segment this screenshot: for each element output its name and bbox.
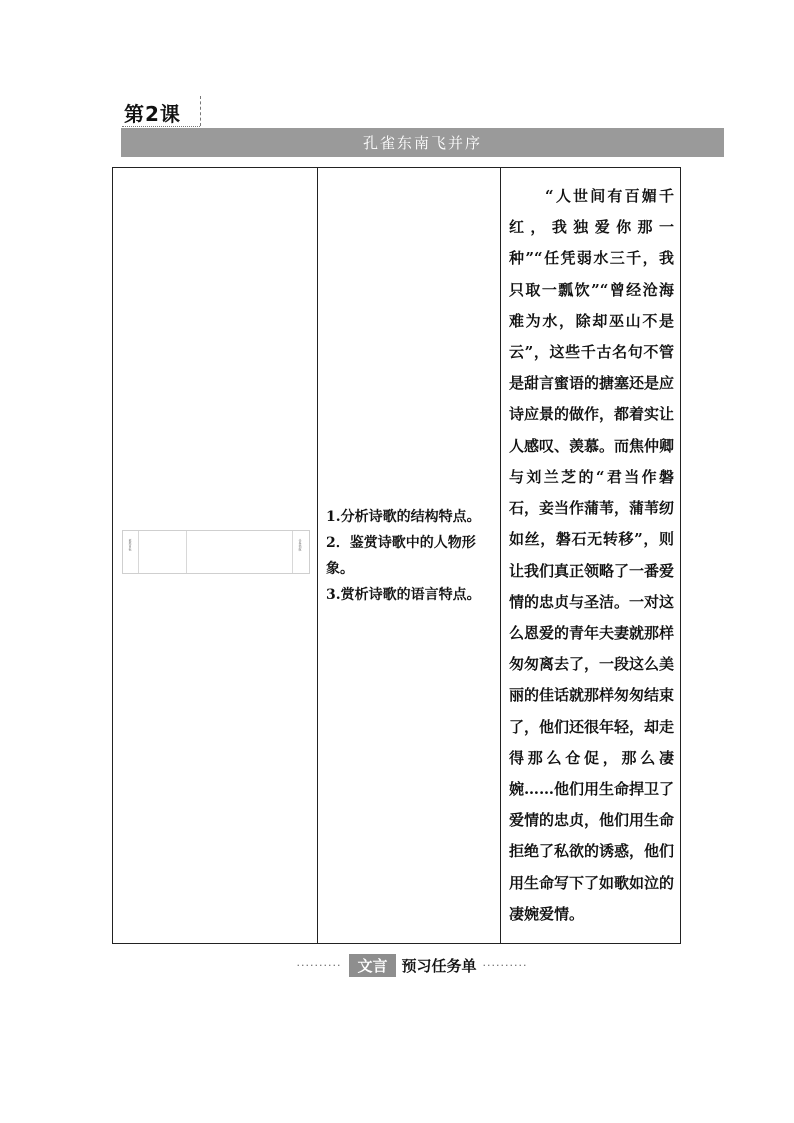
lesson-table xyxy=(112,167,681,944)
embedded-mini-table xyxy=(122,530,310,574)
mini-cell-label xyxy=(123,531,139,573)
goals-list xyxy=(326,504,494,608)
intro-paragraph: “人世间有百媚千红，我独爱你那一种”“任凭弱水三千，我只取一瓢饮”“曾经沧海难为水，除却巫山不是云”，这些千古名句不管是甜言蜜语的搪塞还是应诗应景的做作，都着实让人感叹、羡慕。而焦仲卿与刘兰芝的“君当作磐石，妾当作蒲苇，蒲苇纫如丝，磐石无转移”，则让我们真正领略了一番爱情的忠贞与圣洁。一对这么恩爱的青年夫妻就那样匆匆离去了，一段这么美丽的佳话就那样匆匆结束了，他们还很年轻，却走得那么仓促，那么凄婉……他们用生命捍卫了爱情的忠贞，他们用生命拒绝了私欲的诱惑，他们用生命写下了如歌如泣的凄婉爱情。 xyxy=(509,187,675,923)
left-cell xyxy=(113,168,318,943)
goal-item: 2．鉴赏诗歌中的人物形象。 xyxy=(326,534,476,577)
section-footer xyxy=(262,954,562,976)
mini-label-tasks: 任务领航 xyxy=(298,539,302,551)
title-divider xyxy=(200,96,201,126)
lesson-title: 第2课 xyxy=(124,102,181,126)
footer-title: 预习任务单 xyxy=(401,956,477,975)
goal-item: 3.赏析诗歌的语言特点。 xyxy=(326,586,481,603)
intro-cell xyxy=(501,168,680,943)
goals-cell xyxy=(318,168,501,943)
footer-dots-right: ·········· xyxy=(482,958,528,972)
title-underline xyxy=(122,126,200,127)
footer-badge: 文言 xyxy=(349,954,395,977)
mini-cell xyxy=(139,531,187,573)
mini-cell xyxy=(187,531,293,573)
goal-item: 1.分析诗歌的结构特点。 xyxy=(326,508,481,525)
mini-label-goals: 素养目标 xyxy=(128,539,132,551)
lesson-banner: 孔雀东南飞并序 xyxy=(121,128,724,157)
mini-cell-label xyxy=(293,531,309,573)
footer-dots-left: ·········· xyxy=(296,958,342,972)
